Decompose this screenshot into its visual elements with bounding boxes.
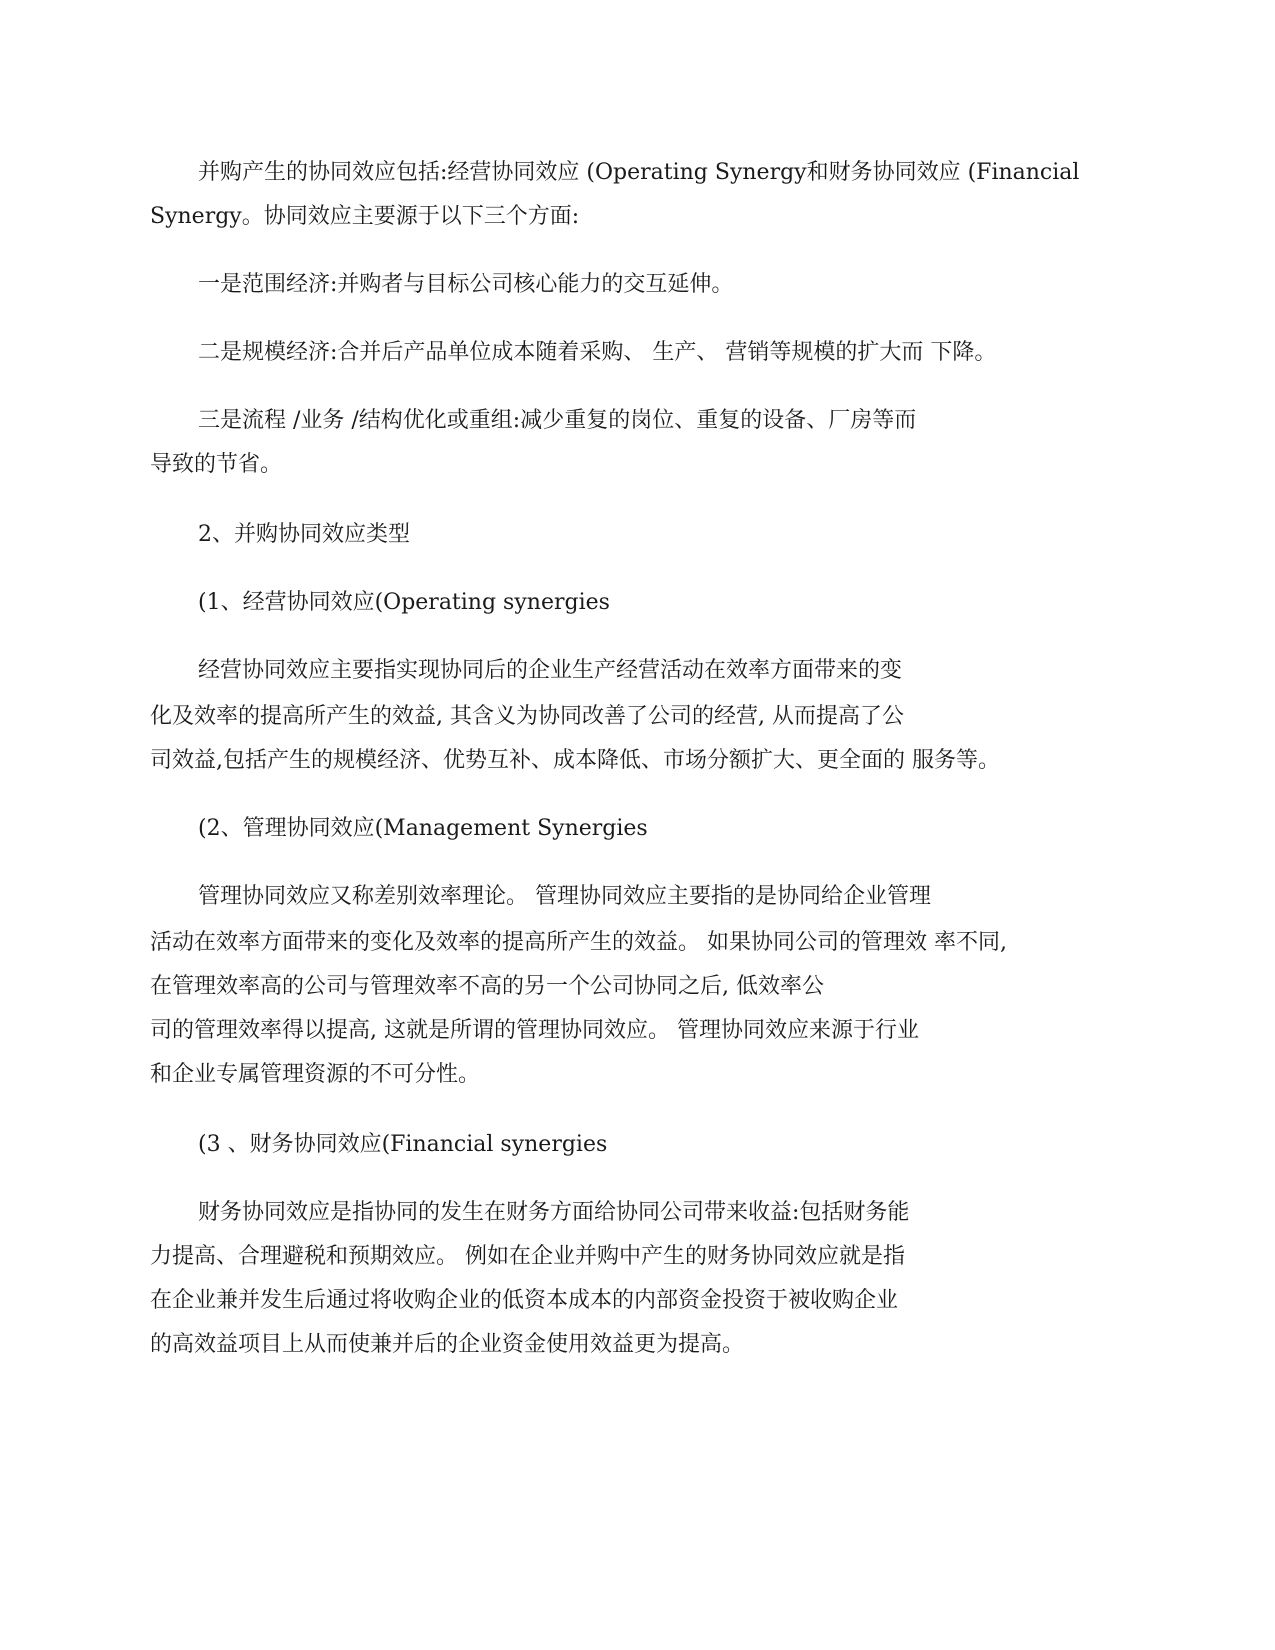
subheading-operating-synergies: (1、经营协同效应(Operating synergies [198,590,610,615]
paragraph-management-line-2: 活动在效率方面带来的变化及效率的提高所产生的效益。 如果协同公司的管理效 率不同, [150,930,1007,955]
paragraph-intro-line-2: Synergy。协同效应主要源于以下三个方面: [150,204,580,229]
paragraph-operating-line-2: 化及效率的提高所产生的效益, 其含义为协同改善了公司的经营, 从而提高了公 [150,704,904,729]
point-scope-economy: 一是范围经济:并购者与目标公司核心能力的交互延伸。 [198,272,734,297]
paragraph-operating-line-1: 经营协同效应主要指实现协同后的企业生产经营活动在效率方面带来的变 [198,658,903,683]
paragraph-management-line-4: 司的管理效率得以提高, 这就是所谓的管理协同效应。 管理协同效应来源于行业 [150,1018,919,1043]
paragraph-financial-line-4: 的高效益项目上从而使兼并后的企业资金使用效益更为提高。 [150,1332,745,1357]
paragraph-financial-line-2: 力提高、合理避税和预期效应。 例如在企业并购中产生的财务协同效应就是指 [150,1244,905,1269]
paragraph-financial-line-3: 在企业兼并发生后通过将收购企业的低资本成本的内部资金投资于被收购企业 [150,1288,899,1313]
paragraph-intro-line-1: 并购产生的协同效应包括:经营协同效应 (Operating Synergy和财务协同效应 (Financial [198,160,1080,185]
paragraph-operating-line-3: 司效益,包括产生的规模经济、优势互补、成本降低、市场分额扩大、更全面的 服务等。 [150,748,1000,773]
point-scale-economy: 二是规模经济:合并后产品单位成本随着采购、 生产、 营销等规模的扩大而 下降。 [198,340,997,365]
section-heading-synergy-types: 2、并购协同效应类型 [198,522,410,547]
subheading-management-synergies: (2、管理协同效应(Management Synergies [198,816,648,841]
paragraph-management-line-5: 和企业专属管理资源的不可分性。 [150,1062,481,1087]
paragraph-management-line-1: 管理协同效应又称差别效率理论。 管理协同效应主要指的是协同给企业管理 [198,884,931,909]
subheading-financial-synergies: (3 、财务协同效应(Financial synergies [198,1132,608,1157]
point-process-optimization-line-2: 导致的节省。 [150,452,283,477]
paragraph-management-line-3: 在管理效率高的公司与管理效率不高的另一个公司协同之后, 低效率公 [150,974,824,999]
point-process-optimization-line-1: 三是流程 /业务 /结构优化或重组:减少重复的岗位、重复的设备、厂房等而 [198,408,917,433]
paragraph-financial-line-1: 财务协同效应是指协同的发生在财务方面给协同公司带来收益:包括财务能 [198,1200,910,1225]
